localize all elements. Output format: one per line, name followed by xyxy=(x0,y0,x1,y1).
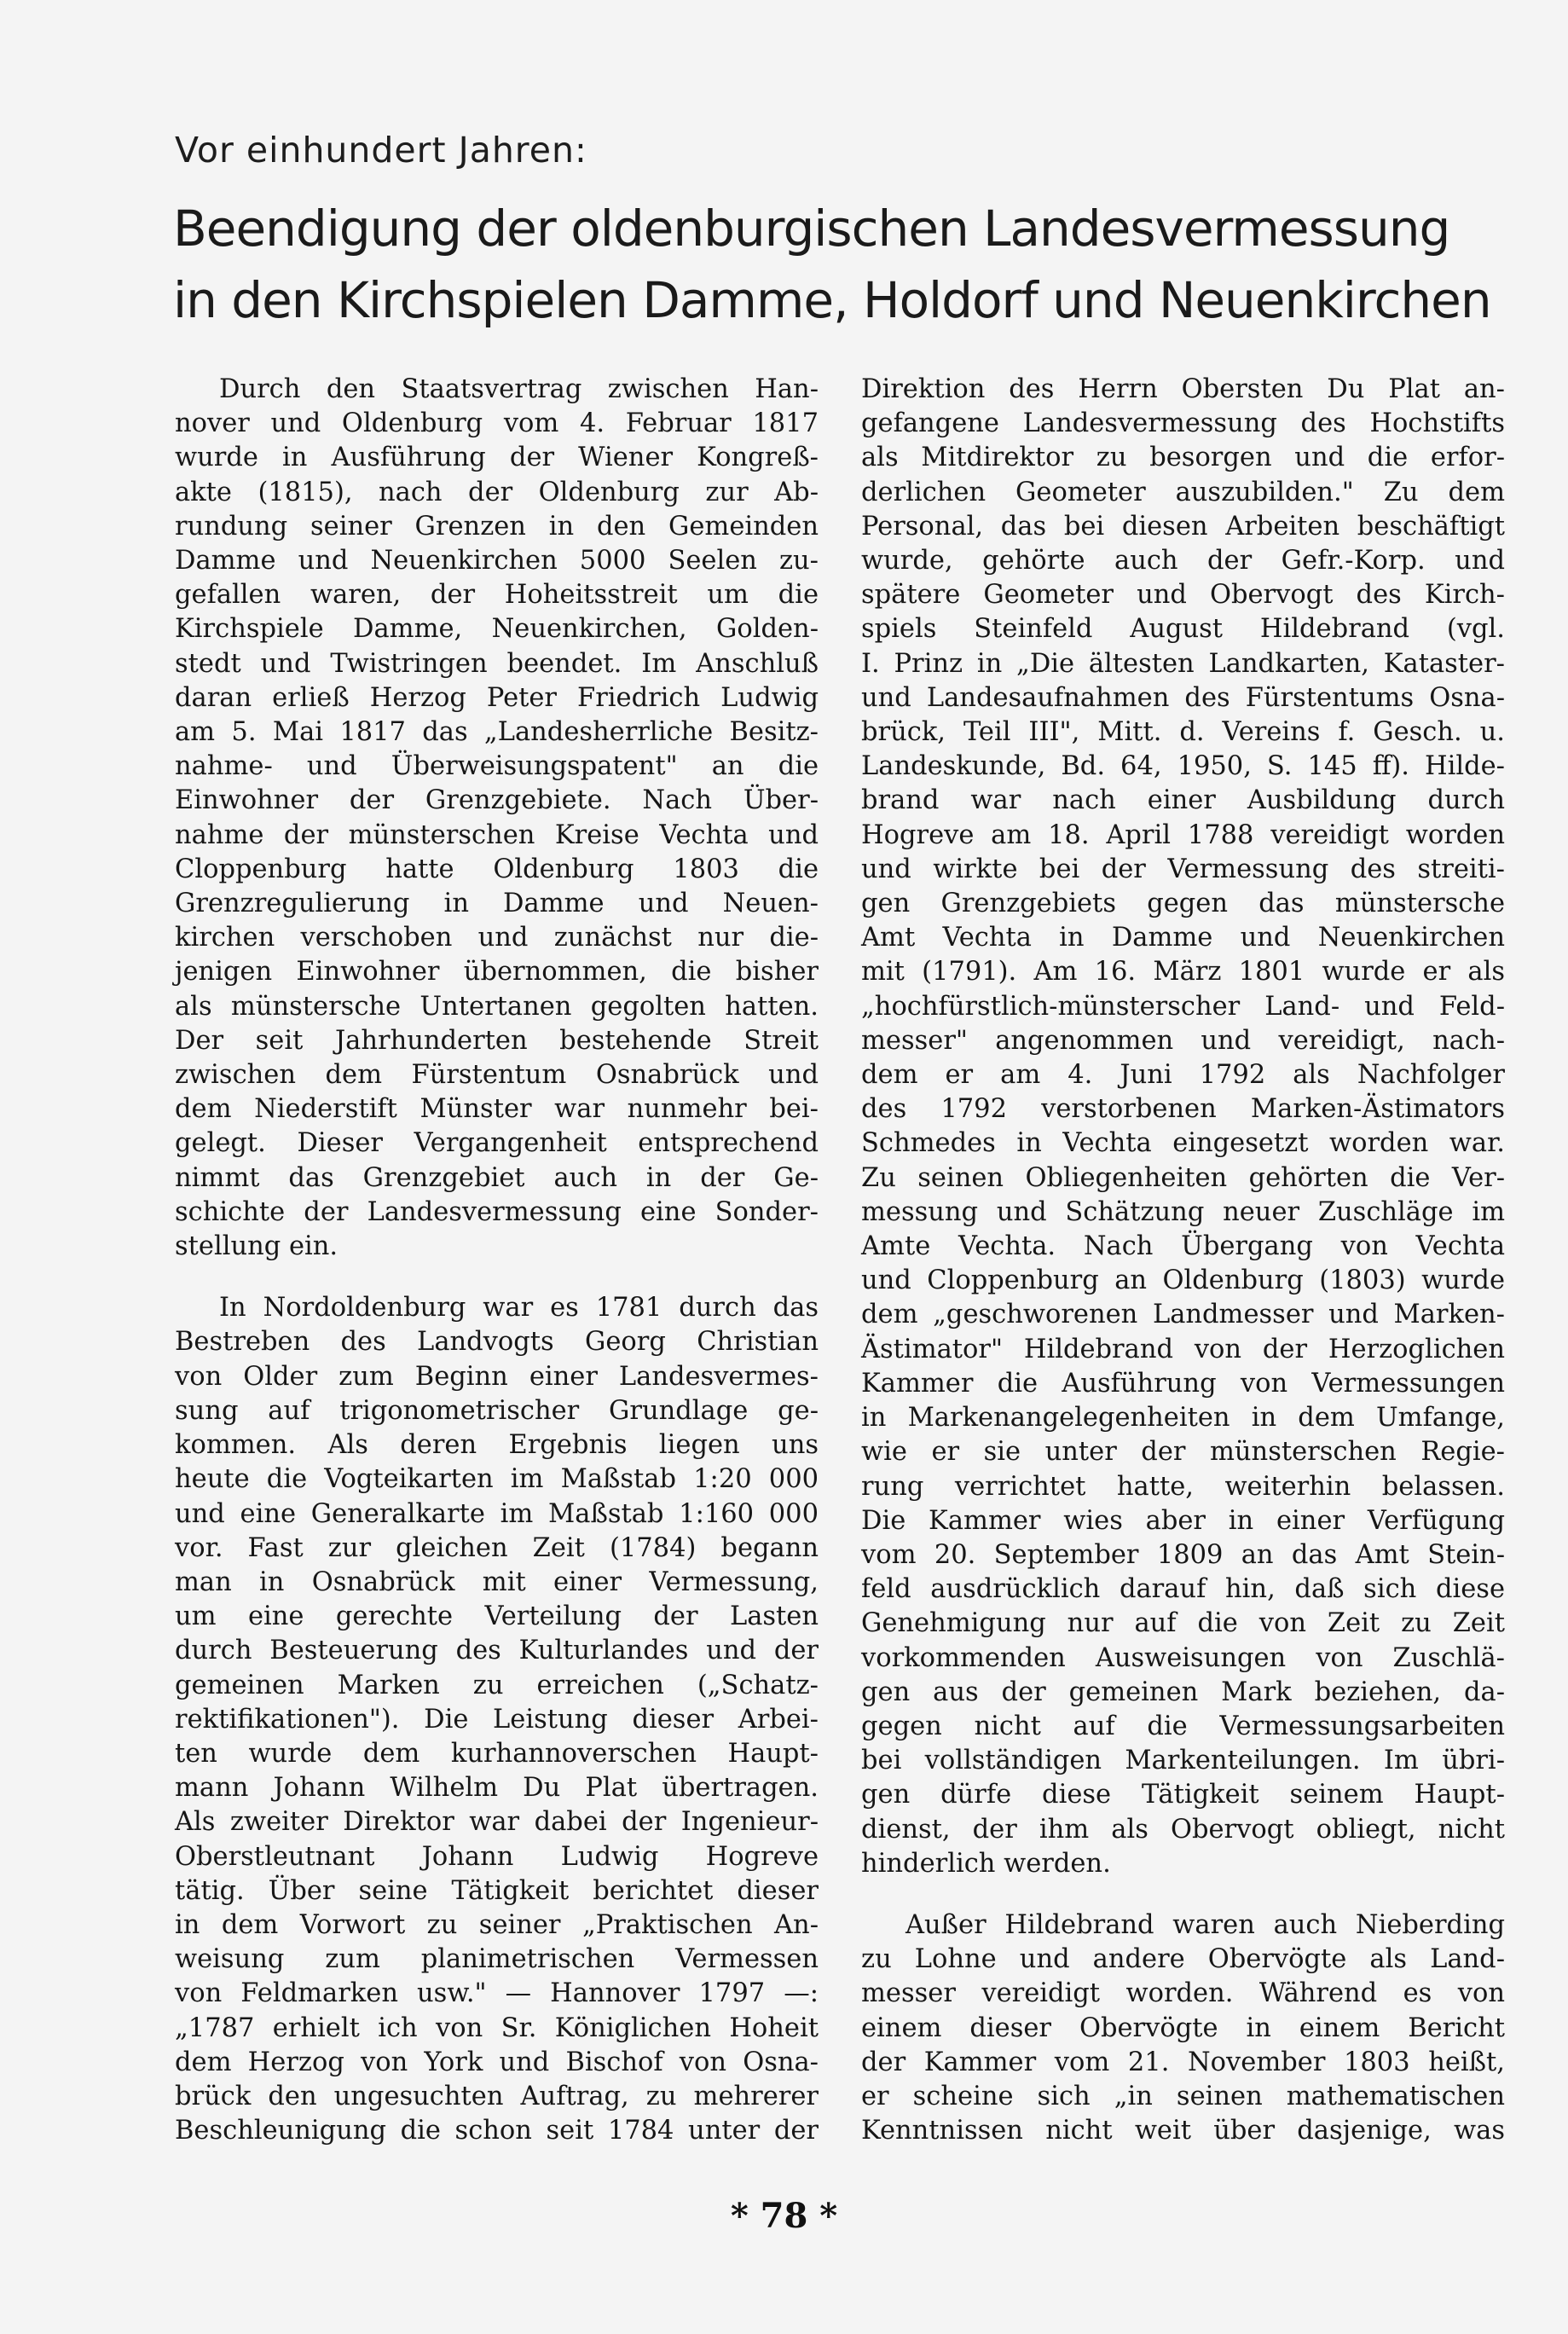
text-line: dem er am 4. Juni 1792 als Nachfolger xyxy=(861,1060,1505,1091)
text-line: vorkommenden Ausweisungen von Zuschlä- xyxy=(861,1642,1505,1673)
text-line: und Cloppenburg an Oldenburg (1803) wurde xyxy=(861,1265,1505,1296)
text-line: feld ausdrücklich darauf hin, daß sich diese xyxy=(861,1574,1505,1605)
text-line: wurde in Ausführung der Wiener Kongreß- xyxy=(175,443,819,473)
text-line: Personal, das bei diesen Arbeiten beschäftigt xyxy=(861,511,1505,542)
text-line: Bestreben des Landvogts Georg Christian xyxy=(175,1327,819,1358)
text-line: am 5. Mai 1817 das „Landesherrliche Besitz- xyxy=(175,717,819,748)
text-line: Grenzregulierung in Damme und Neuen- xyxy=(175,889,819,919)
text-line: gelegt. Dieser Vergangenheit entsprechend xyxy=(175,1128,819,1159)
text-line: und Landesaufnahmen des Fürstentums Osna- xyxy=(861,682,1505,713)
text-line: man in Osnabrück mit einer Vermessung, xyxy=(175,1567,819,1597)
text-line: als Mitdirektor zu besorgen und die erfor- xyxy=(861,443,1505,473)
text-line: und wirkte bei der Vermessung des streiti- xyxy=(861,854,1505,884)
text-line: I. Prinz in „Die ältesten Landkarten, Kataster- xyxy=(861,648,1505,679)
text-line: sung auf trigonometrischer Grundlage ge- xyxy=(175,1395,819,1426)
text-line: Amt Vechta in Damme und Neuenkirchen xyxy=(861,923,1505,953)
text-line: brück den ungesuchten Auftrag, zu mehrerer xyxy=(175,2081,819,2111)
text-line: Ästimator" Hildebrand von der Herzoglichen xyxy=(861,1334,1505,1364)
text-line: heute die Vogteikarten im Maßstab 1:20 000 xyxy=(175,1464,819,1495)
text-line: gen Grenzgebiets gegen das münstersche xyxy=(861,889,1505,919)
text-line: Schmedes in Vechta eingesetzt worden war. xyxy=(861,1128,1505,1159)
kicker-heading: Vor einhundert Jahren: xyxy=(175,130,587,171)
text-line: Beschleunigung die schon seit 1784 unter der xyxy=(175,2116,819,2146)
text-line: brand war nach einer Ausbildung durch xyxy=(861,785,1505,816)
text-line: derlichen Geometer auszubilden." Zu dem xyxy=(861,477,1505,507)
text-line: Die Kammer wies aber in einer Verfügung xyxy=(861,1505,1505,1536)
text-line: „1787 erhielt ich von Sr. Königlichen Hoheit xyxy=(175,2013,819,2043)
text-line: vom 20. September 1809 an das Amt Stein- xyxy=(861,1539,1505,1570)
text-line: nahme der münsterschen Kreise Vechta und xyxy=(175,820,819,850)
paragraph xyxy=(861,373,1505,1881)
text-line: kirchen verschoben und zunächst nur die- xyxy=(175,923,819,953)
title-line: Beendigung der oldenburgischen Landesvermessung xyxy=(173,200,1450,258)
text-line: Kammer die Ausführung von Vermessungen xyxy=(861,1368,1505,1399)
text-line: daran erließ Herzog Peter Friedrich Ludwig xyxy=(175,682,819,713)
title-line: in den Kirchspielen Damme, Holdorf und Neuenkirchen xyxy=(173,271,1491,329)
text-line: hinderlich werden. xyxy=(861,1848,1111,1879)
text-line: durch Besteuerung des Kulturlandes und der xyxy=(175,1636,819,1666)
text-line: dienst, der ihm als Obervogt obliegt, nicht xyxy=(861,1814,1505,1845)
text-line: gegen nicht auf die Vermessungsarbeiten xyxy=(861,1711,1505,1741)
text-line: messer vereidigt worden. Während es von xyxy=(861,1978,1505,2009)
text-line: jenigen Einwohner übernommen, die bisher xyxy=(175,957,819,987)
text-line: weisung zum planimetrischen Vermessen xyxy=(175,1944,819,1975)
text-line: Durch den Staatsvertrag zwischen Han- xyxy=(219,374,819,404)
text-line: zwischen dem Fürstentum Osnabrück und xyxy=(175,1060,819,1091)
text-line: Damme und Neuenkirchen 5000 Seelen zu- xyxy=(175,546,819,576)
text-column-left xyxy=(175,373,819,2175)
text-line: gen aus der gemeinen Mark beziehen, da- xyxy=(861,1677,1505,1707)
paragraph xyxy=(175,373,819,1264)
text-line: messung und Schätzung neuer Zuschläge im xyxy=(861,1196,1505,1227)
text-line: der Kammer vom 21. November 1803 heißt, xyxy=(861,2047,1505,2077)
text-line: einem dieser Obervögte in einem Bericht xyxy=(861,2013,1505,2043)
text-line: rektifikationen"). Die Leistung dieser Arbei- xyxy=(175,1704,819,1735)
text-line: nover und Oldenburg vom 4. Februar 1817 xyxy=(175,408,819,439)
text-line: dem Herzog von York und Bischof von Osna- xyxy=(175,2047,819,2077)
text-line: nimmt das Grenzgebiet auch in der Ge- xyxy=(175,1162,819,1193)
text-column-right xyxy=(861,373,1505,2175)
text-line: er scheine sich „in seinen mathematischen xyxy=(861,2081,1505,2111)
text-line: Kenntnissen nicht weit über dasjenige, was xyxy=(861,2116,1505,2146)
text-line: bei vollständigen Markenteilungen. Im übri- xyxy=(861,1746,1505,1776)
text-line: des 1792 verstorbenen Marken-Ästimators xyxy=(861,1094,1505,1125)
text-line: und eine Generalkarte im Maßstab 1:160 000 xyxy=(175,1498,819,1529)
article-title xyxy=(173,193,1503,336)
text-line: gemeinen Marken zu erreichen („Schatz- xyxy=(175,1670,819,1700)
text-line: von Older zum Beginn einer Landesvermes- xyxy=(175,1361,819,1392)
text-line: als münstersche Untertanen gegolten hatten. xyxy=(175,991,819,1022)
text-line: in Markenangelegenheiten in dem Umfange, xyxy=(861,1403,1505,1433)
text-line: rung verrichtet hatte, weiterhin belassen. xyxy=(861,1471,1505,1502)
text-line: Hogreve am 18. April 1788 vereidigt worden xyxy=(861,820,1505,850)
text-line: zu Lohne und andere Obervögte als Land- xyxy=(861,1944,1505,1975)
text-line: vor. Fast zur gleichen Zeit (1784) begann xyxy=(175,1532,819,1563)
text-line: Einwohner der Grenzgebiete. Nach Über- xyxy=(175,785,819,816)
text-line: wurde, gehörte auch der Gefr.-Korp. und xyxy=(861,546,1505,576)
text-line: schichte der Landesvermessung eine Sonder- xyxy=(175,1196,819,1227)
text-line: stedt und Twistringen beendet. Im Anschluß xyxy=(175,648,819,679)
text-line: Kirchspiele Damme, Neuenkirchen, Golden- xyxy=(175,614,819,645)
paragraph xyxy=(861,1908,1505,2148)
text-line: Direktion des Herrn Obersten Du Plat an- xyxy=(861,374,1505,404)
text-line: gefangene Landesvermessung des Hochstifts xyxy=(861,408,1505,439)
text-line: spätere Geometer und Obervogt des Kirch- xyxy=(861,580,1505,611)
text-line: gefallen waren, der Hoheitsstreit um die xyxy=(175,580,819,611)
text-line: Außer Hildebrand waren auch Nieberding xyxy=(906,1909,1505,1940)
text-line: In Nordoldenburg war es 1781 durch das xyxy=(219,1293,819,1323)
text-line: nahme- und Überweisungspatent" an die xyxy=(175,751,819,782)
text-line: dem Niederstift Münster war nunmehr bei- xyxy=(175,1094,819,1125)
text-line: Amte Vechta. Nach Übergang von Vechta xyxy=(861,1231,1505,1262)
text-line: um eine gerechte Verteilung der Lasten xyxy=(175,1601,819,1632)
text-line: Oberstleutnant Johann Ludwig Hogreve xyxy=(175,1841,819,1872)
text-line: kommen. Als deren Ergebnis liegen uns xyxy=(175,1430,819,1461)
text-line: dem „geschworenen Landmesser und Marken- xyxy=(861,1300,1505,1330)
text-line: Zu seinen Obliegenheiten gehörten die Ver- xyxy=(861,1162,1505,1193)
text-line: mann Johann Wilhelm Du Plat übertragen. xyxy=(175,1773,819,1804)
text-line: Landeskunde, Bd. 64, 1950, S. 145 ff). Hilde- xyxy=(861,751,1505,782)
text-line: ten wurde dem kurhannoverschen Haupt- xyxy=(175,1738,819,1769)
text-line: Als zweiter Direktor war dabei der Ingenieur- xyxy=(175,1807,819,1838)
text-line: stellung ein. xyxy=(175,1231,338,1262)
paragraph xyxy=(175,1291,819,2148)
text-line: von Feldmarken usw." — Hannover 1797 —: xyxy=(175,1978,819,2009)
text-line: mit (1791). Am 16. März 1801 wurde er als xyxy=(861,957,1505,987)
text-line: tätig. Über seine Tätigkeit berichtet dieser xyxy=(175,1875,819,1906)
text-line: wie er sie unter der münsterschen Regie- xyxy=(861,1437,1505,1468)
text-line: in dem Vorwort zu seiner „Praktischen An- xyxy=(175,1909,819,1940)
text-line: gen dürfe diese Tätigkeit seinem Haupt- xyxy=(861,1780,1505,1810)
text-line: Cloppenburg hatte Oldenburg 1803 die xyxy=(175,854,819,884)
text-line: rundung seiner Grenzen in den Gemeinden xyxy=(175,511,819,542)
page-number: * 78 * xyxy=(730,2196,838,2236)
text-line: akte (1815), nach der Oldenburg zur Ab- xyxy=(175,477,819,507)
text-line: brück, Teil III", Mitt. d. Vereins f. Gesch. u. xyxy=(861,717,1505,748)
text-line: „hochfürstlich-münsterscher Land- und Feld- xyxy=(861,991,1505,1022)
text-line: Der seit Jahrhunderten bestehende Streit xyxy=(175,1025,819,1056)
text-line: messer" angenommen und vereidigt, nach- xyxy=(861,1025,1505,1056)
text-line: Genehmigung nur auf die von Zeit zu Zeit xyxy=(861,1608,1505,1639)
text-line: spiels Steinfeld August Hildebrand (vgl. xyxy=(861,614,1505,645)
